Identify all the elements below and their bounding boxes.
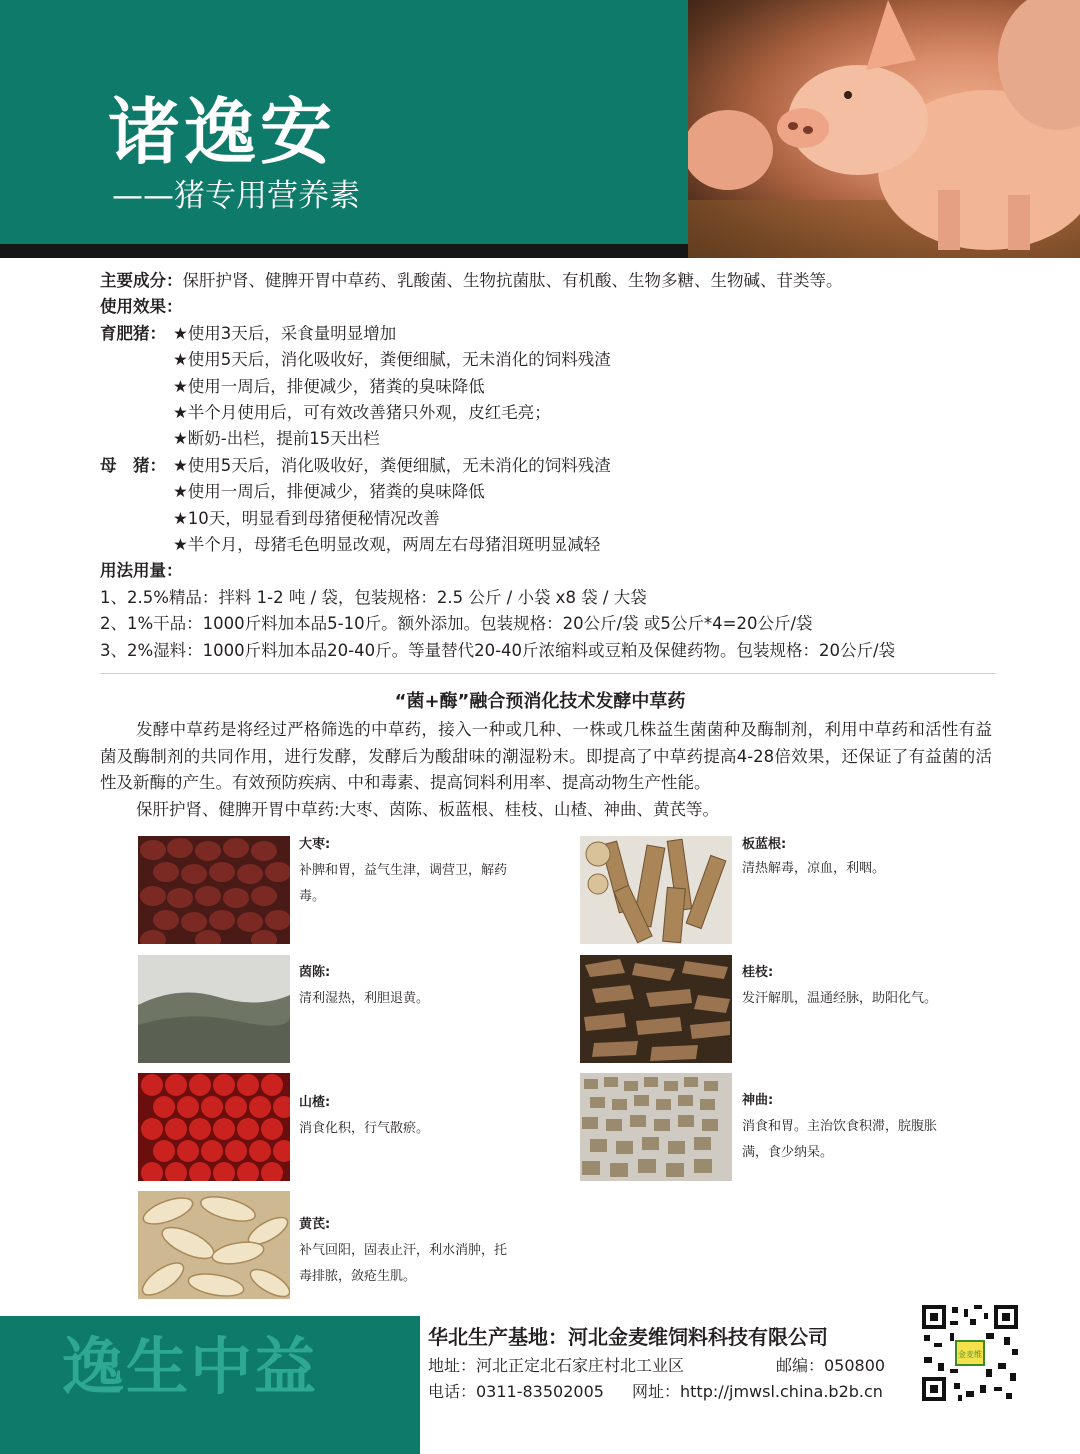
jujube-description: 补脾和胃，益气生津，调营卫，解药毒。 [299,863,508,904]
yinchen-name: 茵陈: [299,965,331,980]
usage-item: 1、2.5%精品：拌料 1-2 吨 / 袋，包装规格：2.5 公斤 / 小袋 x8 袋 / 大袋 [100,587,647,607]
guizhi-description: 发汗解肌，温通经脉，助阳化气。 [742,991,938,1006]
hawthorn-photo [138,1073,290,1181]
fattening-item: ★使用5天后，消化吸收好，粪便细腻，无未消化的饲料残渣 [173,350,611,370]
effects-label: 使用效果： [100,297,183,317]
tech-description [100,717,992,823]
fattening-row-3 [100,400,980,426]
header-banner [0,0,1080,258]
hawthorn-image [138,1073,290,1181]
shenqu-image [580,1073,732,1181]
usage-label: 用法用量： [100,561,183,581]
guizhi-image [580,955,732,1063]
product-subtitle: ——猪专用营养素 [112,178,360,214]
sow-item: ★半个月，母猪毛色明显改观，两周左右母猪泪斑明显减轻 [173,535,601,555]
sow-row-0 [100,453,980,479]
hawthorn-description: 消食化积，行气散瘀。 [299,1121,430,1136]
sow-item: ★10天，明显看到母猪便秘情况改善 [173,508,440,528]
company-website: 网址：http://jmwsl.china.b2b.cn [632,1382,883,1401]
astragalus-photo [138,1191,290,1299]
banlangen-image [580,836,732,944]
fattening-item: ★使用3天后，采食量明显增加 [173,323,397,343]
pig-photo [688,0,1080,258]
usage-item: 3、2%湿料：1000斤料加本品20-40斤。等量替代20-40斤浓缩料或豆粕及保健药物。包装规格：20公斤/袋 [100,640,896,660]
shenqu-name: 神曲: [742,1093,774,1108]
qr-code[interactable] [920,1303,1020,1403]
banlangen-name: 板蓝根: [742,837,787,852]
effects-heading-row [100,294,980,320]
ingredients-text: 保肝护肾、健脾开胃中草药、乳酸菌、生物抗菌肽、有机酸、生物多糖、生物碱、苷类等。 [182,271,843,290]
fattening-item: ★半个月使用后，可有效改善猪只外观，皮红毛亮； [173,403,551,423]
yinchen-photo [138,955,290,1063]
company-address: 地址：河北正定北石家庄村北工业区 [428,1356,685,1375]
astragalus-description: 补气回阳，固表止汗，利水消肿，托毒排脓，敛疮生肌。 [299,1243,508,1284]
fattening-item: ★断奶-出栏，提前15天出栏 [173,429,380,449]
astragalus-name: 黄芪: [299,1217,331,1232]
sow-label: 母 猪： [100,455,166,475]
product-title: 诸逸安 [108,89,337,174]
jujube-photo [138,836,290,944]
herbs-list-line: 保肝护肾、健脾开胃中草药:大枣、茵陈、板蓝根、桂枝、山楂、神曲、黄芪等。 [136,799,720,819]
jujube-image [138,836,290,944]
guizhi-photo [580,955,732,1063]
shenqu-photo [580,1073,732,1181]
qr-code-icon [920,1303,1020,1403]
shenqu-description: 消食和胃。主治饮食积滞，脘腹胀满，食少纳呆。 [742,1119,938,1160]
usage-item: 2、1%干品：1000斤料加本品5-10斤。额外添加。包装规格：20公斤/袋 或5公斤*4=20公斤/袋 [100,614,813,634]
header-dark-band [0,244,688,258]
yinchen-description: 清利湿热，利胆退黄。 [299,991,430,1006]
sow-row-3 [100,532,980,558]
banlangen-photo [580,836,732,944]
qr-logo-text: 金麦维 [958,1350,982,1359]
tech-paragraph: 发酵中草药是将经过严格筛选的中草药，接入一种或几种、一株或几株益生菌菌种及酶制剂，利用中草药和活性有益菌及酶制剂的共同作用，进行发酵，发酵后为酸甜味的潮湿粉末。即提高了中草药提高4-28倍效果，还保证了有益菌的活性及新酶的产生。有效预防疾病、中和毒素、提高饲料利用率、提高动物生产性能。 [100,720,992,792]
yinchen-image [138,955,290,1063]
product-details [100,268,980,664]
fattening-label: 育肥猪： [100,323,166,343]
sow-row-1 [100,479,980,505]
jujube-name: 大枣: [299,837,331,852]
company-postcode: 邮编：050800 [776,1356,886,1375]
ingredients-label: 主要成分： [100,271,183,290]
company-phone: 电话：0311-83502005 [428,1382,604,1401]
pig-illustration [688,0,1080,258]
fattening-row-2 [100,374,980,400]
fattening-item: ★使用一周后，排便减少，猪粪的臭味降低 [173,376,485,396]
fattening-row-0 [100,321,980,347]
sow-item: ★使用一周后，排便减少，猪粪的臭味降低 [173,482,485,502]
usage-heading-row [100,558,980,584]
fattening-row-1 [100,347,980,373]
ingredients-row [100,268,980,294]
banlangen-description: 清热解毒，凉血，利咽。 [742,861,886,876]
hawthorn-name: 山楂: [299,1095,331,1110]
guizhi-name: 桂枝: [742,965,774,980]
section-divider [100,673,996,674]
footer-slogan: 逸生中益 [62,1330,319,1403]
fattening-row-4 [100,426,980,452]
sow-item: ★使用5天后，消化吸收好，粪便细腻，无未消化的饲料残渣 [173,455,611,475]
tech-section-title: “菌+酶”融合预消化技术发酵中草药 [394,691,686,712]
astragalus-image [138,1191,290,1299]
sow-row-2 [100,506,980,532]
company-name: 华北生产基地：河北金麦维饲料科技有限公司 [428,1325,828,1349]
